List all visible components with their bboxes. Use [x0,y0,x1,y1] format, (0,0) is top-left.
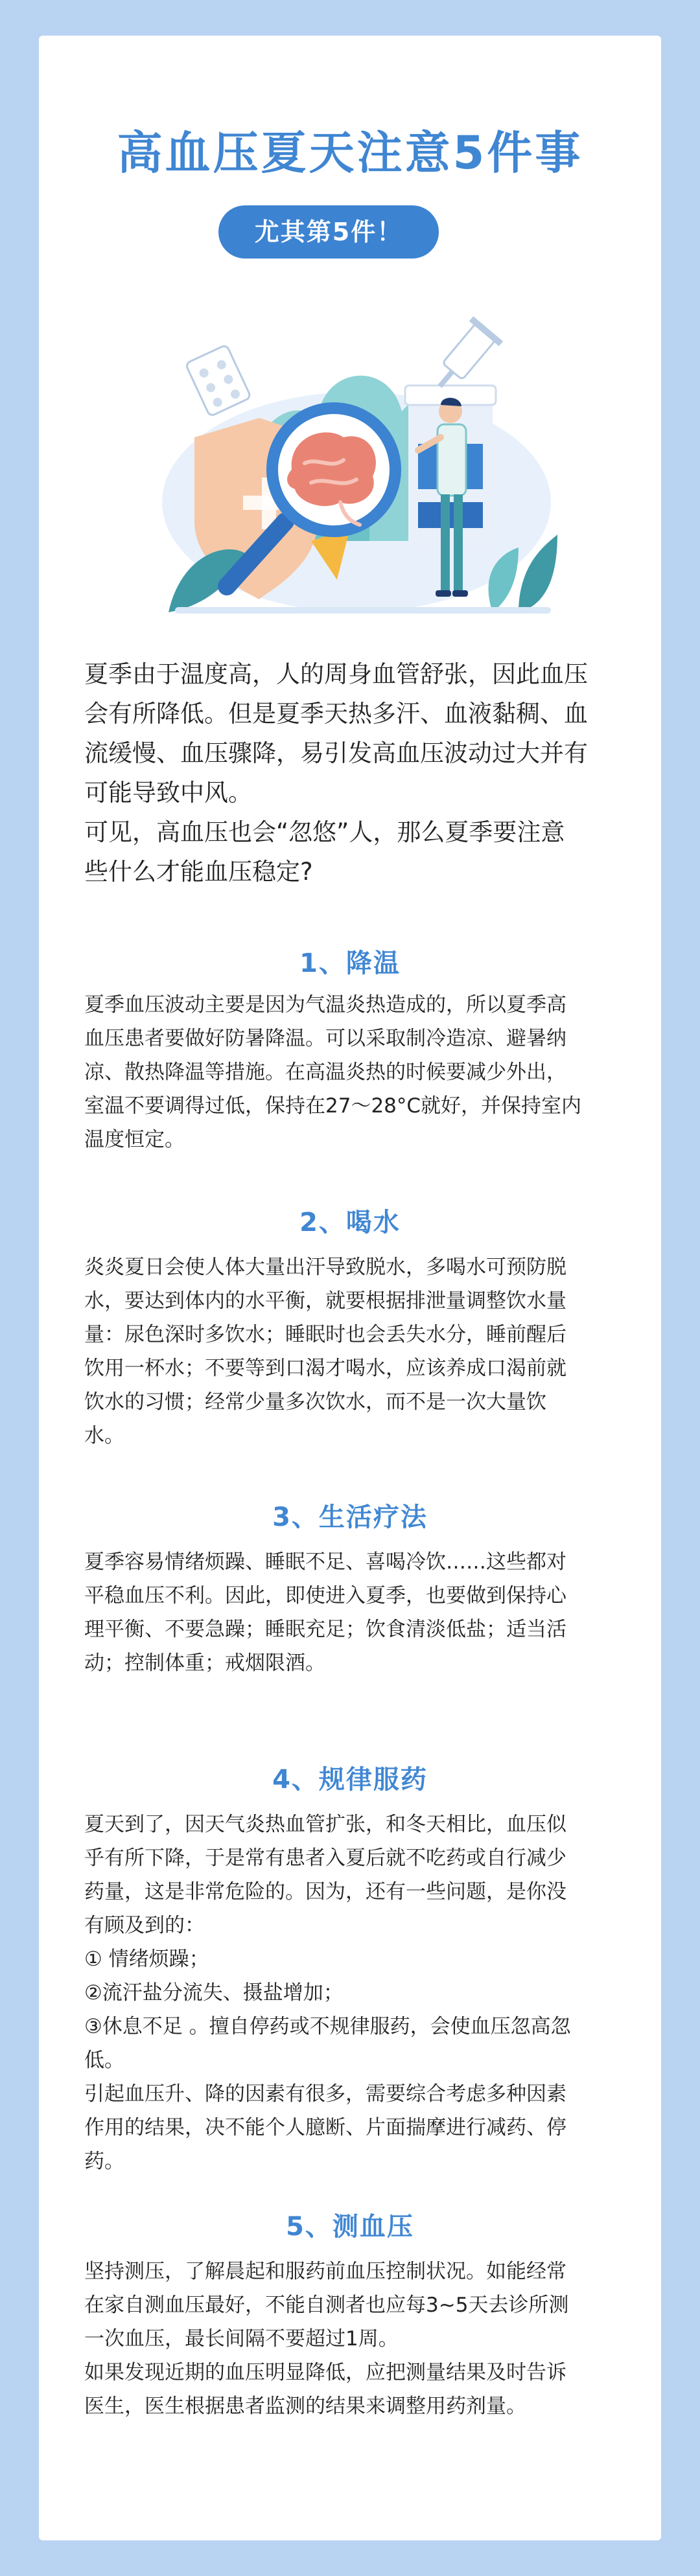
section-body-lifestyle [84,1545,629,1680]
text-line: ③休息不足 。擅自停药或不规律服药，会使血压忽高忽 [84,2015,571,2038]
text-line: 引起血压升、降的因素有很多，需要综合考虑多种因素 [84,2082,566,2106]
text-line: 医生，医生根据患者监测的结果来调整用药剂量。 [84,2395,526,2418]
text-line: 饮水的习惯；经常少量多次饮水，而不是一次大量饮 [84,1390,546,1414]
section-title-drink-water: 2、喝水 [299,1208,401,1237]
section-body-measure-bp [84,2255,629,2423]
text-line: 些什么才能血压稳定? [84,858,313,886]
text-line: 炎炎夏日会使人体大量出汗导致脱水，多喝水可预防脱 [84,1256,566,1279]
text-line: 如果发现近期的血压明显降低，应把测量结果及时告诉 [84,2361,566,2384]
text-line: ②流汗盐分流失、摄盐增加； [84,1981,344,2005]
text-line: 血压患者要做好防暑降温。可以采取制冷造凉、避暑纳 [84,1027,566,1050]
intro-paragraph [84,654,629,891]
section-title-measure-bp: 5、测血压 [286,2212,414,2242]
section-title-cooling: 1、降温 [299,949,401,978]
text-line: 在家自测血压最好，不能自测者也应每3~5天去诊所测 [84,2294,569,2317]
text-line: 药量，这是非常危险的。因为，还有一些问题，是你没 [84,1880,566,1903]
text-line: 夏季由于温度高，人的周身血管舒张，因此血压 [84,660,588,688]
text-line: 作用的结果，决不能个人臆断、片面揣摩进行减药、停 [84,2116,566,2139]
text-line: 可见，高血压也会“忽悠”人，那么夏季要注意 [84,818,565,846]
subtitle-badge: 尤其第5件！ [218,205,439,259]
text-line: 室温不要调得过低，保持在27～28°C就好，并保持室内 [84,1094,582,1118]
text-line: 理平衡、不要急躁；睡眠充足；饮食清淡低盐；适当活 [84,1618,566,1641]
pill-strip-icon [185,345,251,417]
text-line: 饮用一杯水；不要等到口渴才喝水，应该养成口渴前就 [84,1357,566,1380]
text-line: 有顾及到的： [84,1914,205,1937]
text-line: 水，要达到体内的水平衡，就要根据排泄量调整饮水量 [84,1289,566,1313]
page-title: 高血压夏天注意5件事 [117,126,583,179]
text-line: ① 情绪烦躁； [84,1948,209,1971]
section-body-medication [84,1808,629,2178]
text-line: 低。 [84,2049,124,2072]
text-line: 夏天到了，因天气炎热血管扩张，和冬天相比，血压似 [84,1813,566,1836]
text-line: 可能导致中风。 [84,779,252,807]
section-body-drink-water [84,1250,629,1453]
section-title-lifestyle: 3、生活疗法 [272,1502,428,1532]
text-line: 会有所降低。但是夏季天热多汗、血液黏稠、血 [84,700,588,728]
text-line: 一次血压，最长间隔不要超过1周。 [84,2327,399,2351]
text-line: 乎有所下降，于是常有患者入夏后就不吃药或自行减少 [84,1846,566,1870]
text-line: 平稳血压不利。因此，即使进入夏季，也要做到保持心 [84,1584,566,1607]
article-card [39,36,661,2540]
section-title-medication: 4、规律服药 [272,1765,428,1795]
text-line: 水。 [84,1424,124,1447]
section-body-cooling [84,988,629,1156]
text-line: 流缓慢、血压骤降，易引发高血压波动过大并有 [84,739,588,767]
text-line: 夏季容易情绪烦躁、睡眠不足、喜喝冷饮……这些都对 [84,1550,566,1574]
text-line: 凉、散热降温等措施。在高温炎热的时候要减少外出， [84,1061,566,1084]
text-line: 夏季血压波动主要是因为气温炎热造成的，所以夏季高 [84,993,566,1017]
text-line: 温度恒定。 [84,1128,185,1151]
text-line: 药。 [84,2150,124,2173]
text-line: 动；控制体重；戒烟限酒。 [84,1651,325,1675]
ground-line [175,607,551,614]
text-line: 量：尿色深时多饮水；睡眠时也会丢失水分，睡前醒后 [84,1323,566,1346]
text-line: 坚持测压，了解晨起和服药前血压控制状况。如能经常 [84,2260,566,2283]
hypertension-illustration [156,308,557,632]
